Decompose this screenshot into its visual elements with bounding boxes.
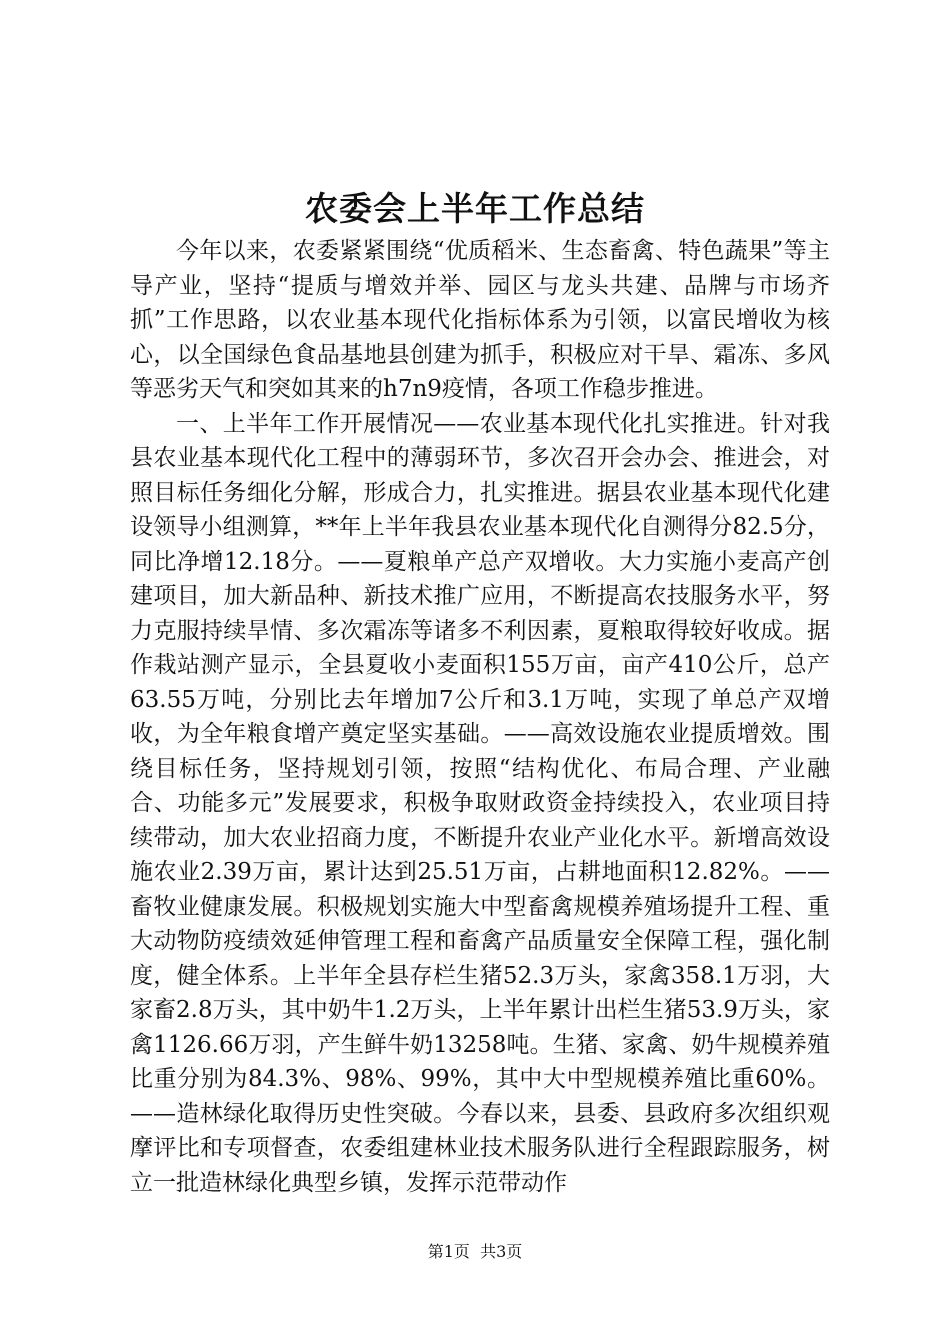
page-footer [0,1240,950,1264]
document-body [130,234,830,1200]
page-total: 共3页 [480,1242,523,1261]
document-title: 农委会上半年工作总结 [305,189,645,228]
page-number: 第1页 [427,1242,470,1261]
paragraph-work-summary: 一、上半年工作开展情况——农业基本现代化扎实推进。针对我县农业基本现代化工程中的薄弱环节，多次召开会办会、推进会，对照目标任务细化分解，形成合力，扎实推进。据县农业基本现代化建设领导小组测算，**年上半年我县农业基本现代化自测得分82.5分，同比净增12.18分。——夏粮单产总产双增收。大力实施小麦高产创建项目，加大新品种、新技术推广应用，不断提高农技服务水平，努力克服持续旱情、多次霜冻等诸多不利因素，夏粮取得较好收成。据作栽站测产显示，全县夏收小麦面积155万亩，亩产410公斤，总产63.55万吨，分别比去年增加7公斤和3.1万吨，实现了单总产双增收，为全年粮食增产奠定坚实基础。——高效设施农业提质增效。围绕目标任务，坚持规划引领，按照“结构优化、布局合理、产业融合、功能多元”发展要求，积极争取财政资金持续投入，农业项目持续带动，加大农业招商力度，不断提升农业产业化水平。新增高效设施农业2.39万亩，累计达到25.51万亩，占耕地面积12.82%。——畜牧业健康发展。积极规划实施大中型畜禽规模养殖场提升工程、重大动物防疫绩效延伸管理工程和畜禽产品质量安全保障工程，强化制度，健全体系。上半年全县存栏生猪52.3万头，家禽358.1万羽，大家畜2.8万头，其中奶牛1.2万头，上半年累计出栏生猪53.9万头，家禽1126.66万羽，产生鲜牛奶13258吨。生猪、家禽、奶牛规模养殖比重分别为84.3%、98%、99%，其中大中型规模养殖比重60%。——造林绿化取得历史性突破。今春以来，县委、县政府多次组织观摩评比和专项督查，农委组建林业技术服务队进行全程跟踪服务，树立一批造林绿化典型乡镇，发挥示范带动作 [130,410,830,1196]
paragraph-intro: 今年以来，农委紧紧围绕“优质稻米、生态畜禽、特色蔬果”等主导产业，坚持“提质与增效并举、园区与龙头共建、品牌与市场齐抓”工作思路，以农业基本现代化指标体系为引领，以富民增收为核心，以全国绿色食品基地县创建为抓手，积极应对干旱、霜冻、多风等恶劣天气和突如其来的h7n9疫情，各项工作稳步推进。 [130,238,830,402]
